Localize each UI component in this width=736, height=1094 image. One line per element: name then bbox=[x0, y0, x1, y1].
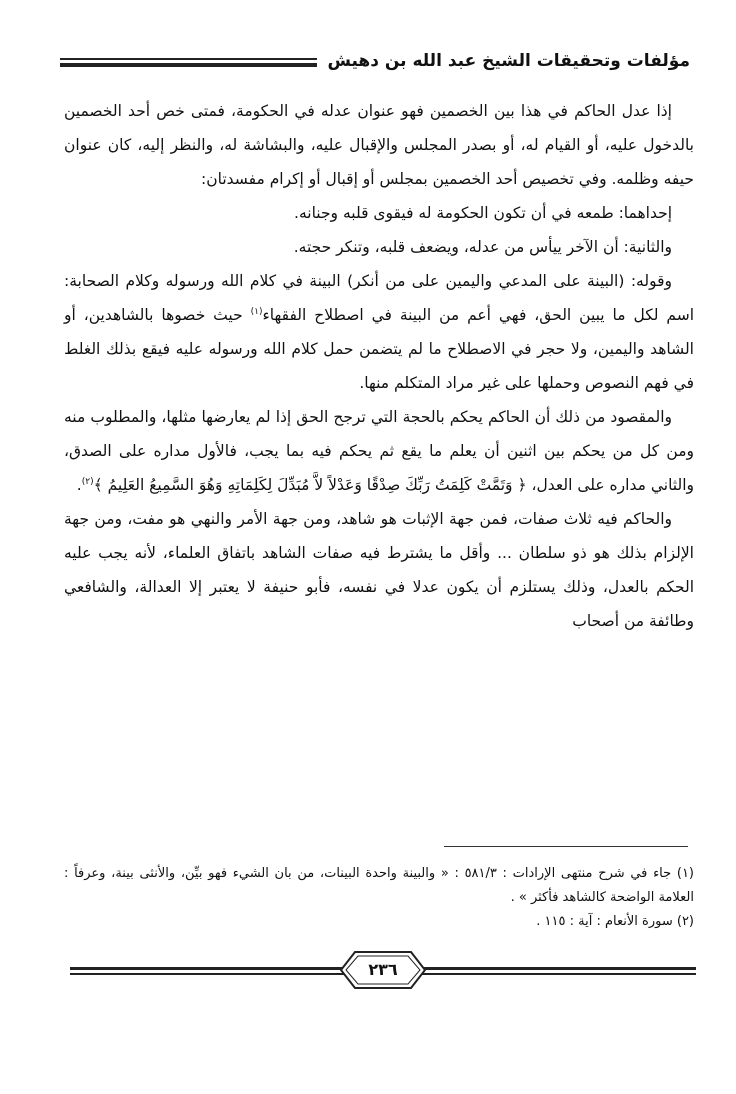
page-footer bbox=[70, 948, 696, 994]
footnote-ref-1: (١) bbox=[250, 306, 263, 317]
main-text bbox=[64, 94, 694, 638]
paragraph-5-text: والمقصود من ذلك أن الحاكم يحكم بالحجة التي ترجح الحق إذا لم يعارضها مثلها، والمطلوب منه ومن كل من يحكم بين اثنين أن يعلم ما يقع ثم يحكم فيه بما يجب، فالأول مداره على الصدق، والثاني مداره على العدل، bbox=[64, 408, 694, 494]
paragraph-3: والثانية: أن الآخر ييأس من عدله، ويضعف قلبه، وتنكر حجته. bbox=[293, 238, 672, 256]
footnote-1: (١) جاء في شرح منتهى الإرادات : ٥٨١/٣ : « والبينة واحدة البينات، من بان الشيء فهو بيِّن، والأنثى بينة، وعرفاً : العلامة الواضحة كالشاهد فأكثر » . bbox=[64, 866, 694, 905]
paragraph-5 bbox=[64, 400, 694, 502]
footnote-ref-2: (٢) bbox=[81, 476, 94, 487]
paragraph-6: والحاكم فيه ثلاث صفات، فمن جهة الإثبات هو شاهد، ومن جهة الأمر والنهي هو مفت، ومن جهة الإلزام بذلك هو ذو سلطان ... وأقل ما يشترط فيه صفات الشاهد باتفاق العلماء، لأنه يجب عليه الحكم بالعدل، وذلك يستلزم أن يكون عدلا في نفسه، فأبو حنيفة لا يعتبر إلا العدالة، والشافعي وطائفة من أصحاب bbox=[64, 510, 694, 630]
paragraph-4-text: وقوله: (البينة على المدعي واليمين على من أنكر) البينة في كلام الله ورسوله وكلام الصحابة: اسم لكل ما يبين الحق، فهي أعم من البينة في اصطلاح الفقهاء bbox=[64, 272, 695, 324]
footnote-separator bbox=[444, 846, 688, 847]
paragraph-1: إذا عدل الحاكم في هذا بين الخصمين فهو عنوان عدله في الحكومة، فمتى خص أحد الخصمين بالدخول عليه، أو القيام له، أو بصدر المجلس والإقبال عليه، والبشاشة له، والنظر إليه، كان عنوان حيفه وظلمه. وفي تخصيص أحد الخصمين بمجلس أو إقبال أو إكرام مفسدتان: bbox=[64, 102, 694, 188]
footnotes bbox=[64, 862, 694, 934]
page-number: ٢٣٦ bbox=[368, 960, 398, 979]
paragraph-4-continuation: حيث خصوها بالشاهدين، أو الشاهد واليمين، ولا حجر في الاصطلاح ما لم يتضمن حمل كلام الله ورسوله عليه فيقع بذلك الغلط في فهم النصوص وحملها على غير مراد المتكلم منها. bbox=[64, 306, 694, 392]
paragraph-4 bbox=[64, 264, 694, 400]
paragraph-2: إحداهما: طمعه في أن تكون الحكومة له فيقوى قلبه وجنانه. bbox=[294, 204, 672, 222]
page-number-badge bbox=[337, 950, 429, 990]
running-header-title: مؤلفات وتحقيقات الشيخ عبد الله بن دهيش bbox=[317, 44, 696, 78]
footnote-2: (٢) سورة الأنعام : آية : ١١٥ . bbox=[536, 914, 694, 929]
paragraph-5-end: . bbox=[76, 476, 82, 494]
quran-verse: ﴿ وَتَمَّتْ كَلِمَتُ رَبِّكَ صِدْقًا وَعَدْلاً لاَّ مُبَدِّلَ لِكَلِمَاتِهِ وَهُوَ السَّمِيعُ العَلِيمُ ﴾ bbox=[93, 476, 527, 494]
page-header bbox=[60, 44, 696, 78]
